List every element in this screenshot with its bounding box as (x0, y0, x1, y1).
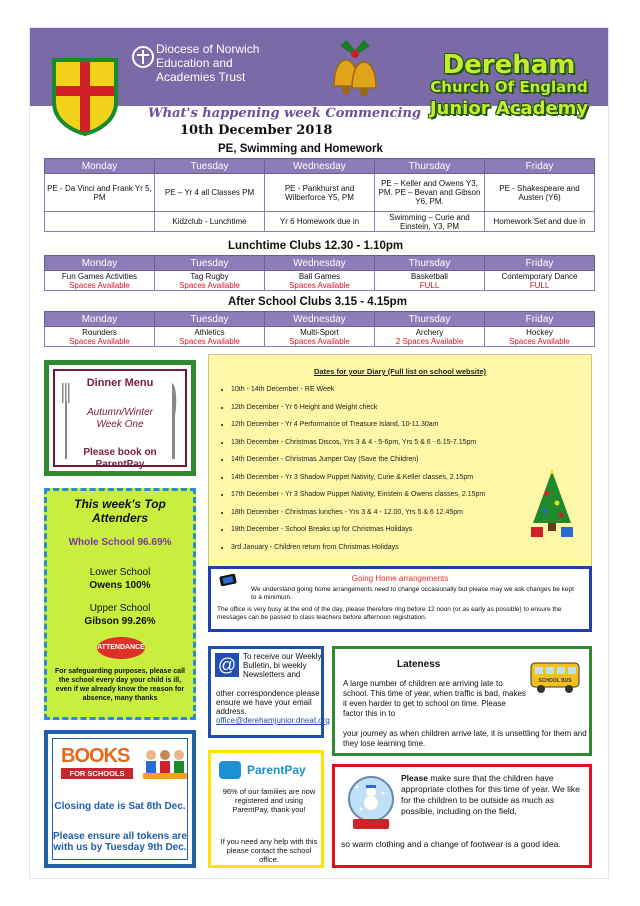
lower-school-label: Lower School (89, 567, 151, 578)
schedule-cell: PE - Pankhurst and Wilberforce Y5, PM (265, 174, 375, 212)
lunch-section-title: Lunchtime Clubs 12.30 - 1.10pm (228, 240, 404, 252)
academy-line-2: Church Of England (430, 78, 588, 96)
bus-label: SCHOOL BUS (538, 678, 572, 684)
club-name: Tag Rugby (190, 271, 229, 281)
schedule-cell: Swimming – Curie and Einstein, Y3, PM (375, 212, 485, 232)
parentpay-panel (208, 750, 324, 868)
trust-line-1: Diocese of Norwich (156, 42, 260, 56)
trust-name (156, 42, 259, 84)
table-row (45, 212, 595, 232)
dinner-book-system: ParentPay (95, 459, 145, 470)
after-school-section-title: After School Clubs 3.15 - 4.15pm (228, 296, 407, 308)
day-header: Tuesday (155, 256, 265, 271)
schedule-cell: PE – Yr 4 all Classes PM (155, 174, 265, 212)
after-school-clubs-table (44, 311, 595, 347)
going-home-para-2: The office is very busy at the end of the day, please therefore ring before 12 noon (or as early as possible) to ensure the messages can be passed to class teachers before afternoon registration. (217, 606, 562, 621)
academy-line-1: Dereham (442, 50, 576, 80)
clothes-text: make sure that the children have appropriate clothes for this time of year. We like for the children to be outside as much as possible, including on the field, (401, 773, 580, 816)
diary-dates-panel (208, 354, 592, 574)
dinner-menu-title: Dinner Menu (86, 377, 154, 389)
day-header: Thursday (375, 312, 485, 327)
books-closing-date: Closing date is Sat 8th Dec. (54, 801, 186, 812)
list-item: • 10th - 14th December - RE Week (231, 381, 531, 399)
books-logo-sub: FOR SCHOOLS (61, 768, 133, 779)
pe-section-title: PE, Swimming and Homework (218, 143, 383, 155)
christmas-tree-icon (527, 467, 577, 539)
list-item: • 12th December - Yr 4 Performance of Treasure Island, 10-11.30am (231, 416, 531, 434)
day-header: Wednesday (265, 256, 375, 271)
email-at-icon: @ (215, 653, 239, 677)
academy-wordmark (420, 50, 598, 120)
going-home-title: Going Home arrangements (351, 574, 449, 583)
club-cell (45, 327, 155, 347)
list-item: • 14th December - Christmas Jumper Day (Save the Children) (231, 451, 531, 469)
club-status: FULL (419, 280, 440, 290)
day-header: Wednesday (265, 159, 375, 174)
schedule-cell: PE – Keller and Owens Y3, PM. PE – Bevan and Gibson Y6, PM. (375, 174, 485, 212)
whole-school-attendance: Whole School 96.69% (68, 537, 172, 548)
day-header: Monday (45, 256, 155, 271)
day-header: Thursday (375, 159, 485, 174)
day-header: Tuesday (155, 159, 265, 174)
clothes-bold-word: Please (401, 773, 428, 783)
lateness-title: Lateness (397, 659, 441, 670)
academy-line-3: Junior Academy (429, 98, 589, 119)
club-name: Athletics (194, 327, 225, 337)
dinner-book-text: Please book on (83, 447, 157, 458)
children-reading-icon (141, 747, 189, 783)
clothes-para-1 (401, 773, 589, 817)
day-header: Monday (45, 312, 155, 327)
weekly-bulletin-panel (208, 646, 330, 738)
dinner-menu-panel (44, 360, 196, 476)
pe-schedule-table (44, 158, 595, 232)
office-email-link[interactable]: office@derehamjunior.dneat.org (216, 716, 330, 725)
trust-line-3: Academies Trust (156, 70, 246, 84)
club-status: 2 Spaces Available (395, 336, 464, 346)
after-header-row (45, 312, 595, 327)
parentpay-name: ParentPay (247, 763, 306, 777)
upper-school-label: Upper School (89, 603, 151, 614)
day-header: Thursday (375, 256, 485, 271)
weekly-body: other correspondence please ensure we have your email address. (216, 689, 320, 716)
table-row (45, 327, 595, 347)
club-name: Contemporary Dance (501, 271, 578, 281)
lunch-clubs-table (44, 255, 595, 291)
list-item: • 12th December - Yr 6 Height and Weight check (231, 399, 531, 417)
day-header: Friday (485, 312, 595, 327)
club-cell (485, 327, 595, 347)
parentpay-para-1: 96% of our families are now registered and using ParentPay, thank you! (222, 787, 316, 814)
parentpay-para-2: If you need any help with this please contact the school office. (220, 837, 318, 864)
club-cell (45, 271, 155, 291)
list-item: • 13th December - Christmas Discos, Yrs 3 & 4 - 5-6pm, Yrs 5 & 6 - 6.15-7.15pm (231, 434, 531, 452)
lower-school-value: Owens 100% (89, 580, 151, 591)
list-item: • 18th December - School Breaks up for Christmas Holidays (231, 521, 531, 539)
warm-clothing-panel (332, 764, 592, 868)
dinner-menu-frame (53, 369, 187, 470)
club-status: Spaces Available (509, 336, 570, 346)
week-date: 10th December 2018 (180, 123, 333, 138)
club-name: Basketball (411, 271, 448, 281)
trust-line-2: Education and (156, 56, 233, 70)
diary-title: Dates for your Diary (Full list on school website) (313, 367, 487, 376)
lateness-para-2: your journey as when children arrive late, it is unsettling for them and they lose learning time. (343, 729, 587, 748)
club-cell (265, 327, 375, 347)
club-cell (155, 271, 265, 291)
club-name: Ball Games (298, 271, 341, 281)
attenders-title-line-2: Attenders (91, 511, 148, 525)
dinner-menu-week (55, 407, 185, 431)
club-cell (265, 271, 375, 291)
dinner-menu-booking (55, 447, 185, 471)
attenders-title (47, 497, 193, 525)
snow-globe-icon (343, 773, 399, 833)
books-frame (52, 738, 188, 860)
clothes-para-2: so warm clothing and a change of footwear is a good idea. (341, 839, 561, 849)
safeguarding-note: For safeguarding purposes, please call the school every day your child is ill, even if we already know the reason for absence, many thanks (55, 668, 185, 702)
club-cell (375, 327, 485, 347)
day-header: Tuesday (155, 312, 265, 327)
club-status: Spaces Available (69, 336, 130, 346)
club-status: Spaces Available (179, 336, 240, 346)
christmas-bells-icon (320, 38, 390, 100)
table-row (45, 174, 595, 212)
lunch-header-row (45, 256, 595, 271)
club-name: Multi-Sport (300, 327, 339, 337)
club-cell (375, 271, 485, 291)
list-item: • 18th December - Christmas lunches - Yrs 3 & 4 - 12.00, Yrs 5 & 6 12.45pm (231, 504, 531, 522)
newsletter-page (30, 28, 608, 878)
schedule-cell: Homework Set and due in (485, 212, 595, 232)
day-header: Friday (485, 256, 595, 271)
club-name: Fun Games Activities (61, 271, 138, 281)
parentpay-icon (219, 761, 241, 779)
whats-happening-heading: What's happening week Commencing (148, 106, 421, 121)
going-home-panel (208, 566, 592, 632)
upper-school-value: Gibson 99.26% (84, 616, 156, 627)
parentpay-logo (219, 761, 319, 779)
club-status: Spaces Available (289, 280, 350, 290)
diary-list (219, 381, 531, 556)
club-name: Rounders (82, 327, 117, 337)
lateness-panel (332, 646, 592, 756)
list-item: • 17th December - Yr 3 Shadow Puppet Nativity, Einstein & Owens classes, 2.15pm (231, 486, 531, 504)
day-header: Wednesday (265, 312, 375, 327)
club-status: Spaces Available (69, 280, 130, 290)
attenders-title-line-1: This week's Top (74, 497, 166, 511)
dinner-season: Autumn/Winter (86, 407, 154, 418)
club-name: Hockey (526, 327, 553, 337)
club-cell (155, 327, 265, 347)
diocese-cross-icon (132, 46, 154, 68)
day-header: Monday (45, 159, 155, 174)
dinner-week: Week One (96, 419, 144, 430)
top-attenders-panel (44, 488, 196, 720)
schedule-cell (45, 212, 155, 232)
list-item: • 14th December - Yr 3 Shadow Puppet Nativity, Curie & Keller classes, 2.15pm (231, 469, 531, 487)
school-crest-icon (50, 56, 120, 136)
schedule-cell: PE - Da Vinci and Frank Yr 5, PM (45, 174, 155, 212)
weekly-intro: To receive our Weekly Bulletin, bi weekly Newsletters and (243, 652, 322, 679)
books-logo-main: BOOKS (61, 745, 130, 767)
books-for-schools-panel (44, 730, 196, 868)
schedule-cell: Kidzclub - Lunchtime (155, 212, 265, 232)
school-bus-icon (529, 655, 581, 695)
club-status: Spaces Available (179, 280, 240, 290)
club-status: Spaces Available (289, 336, 350, 346)
list-item: • 3rd January - Children return from Christmas Holidays (231, 539, 531, 557)
club-cell (485, 271, 595, 291)
club-name: Archery (415, 327, 444, 337)
going-home-para-1: We understand going home arrangements need to change occasionally but please may we ask changes be kept to a minimum. (251, 586, 574, 601)
pe-header-row (45, 159, 595, 174)
books-for-schools-logo (61, 745, 131, 785)
books-tokens-note: Please ensure all tokens are with us by Tuesday 9th Dec. (53, 831, 187, 853)
club-status: FULL (529, 280, 550, 290)
table-row (45, 271, 595, 291)
lateness-para-1: A large number of children are arriving late to school. This time of year, when traffic is bad, makes it even harder to get to school on time. Please factor this in to (343, 679, 526, 718)
attendance-logo-icon: ATTENDANCE (97, 637, 145, 659)
schedule-cell: Yr 6 Homework due in (265, 212, 375, 232)
day-header: Friday (485, 159, 595, 174)
schedule-cell: PE - Shakespeare and Austen (Y6) (485, 174, 595, 212)
